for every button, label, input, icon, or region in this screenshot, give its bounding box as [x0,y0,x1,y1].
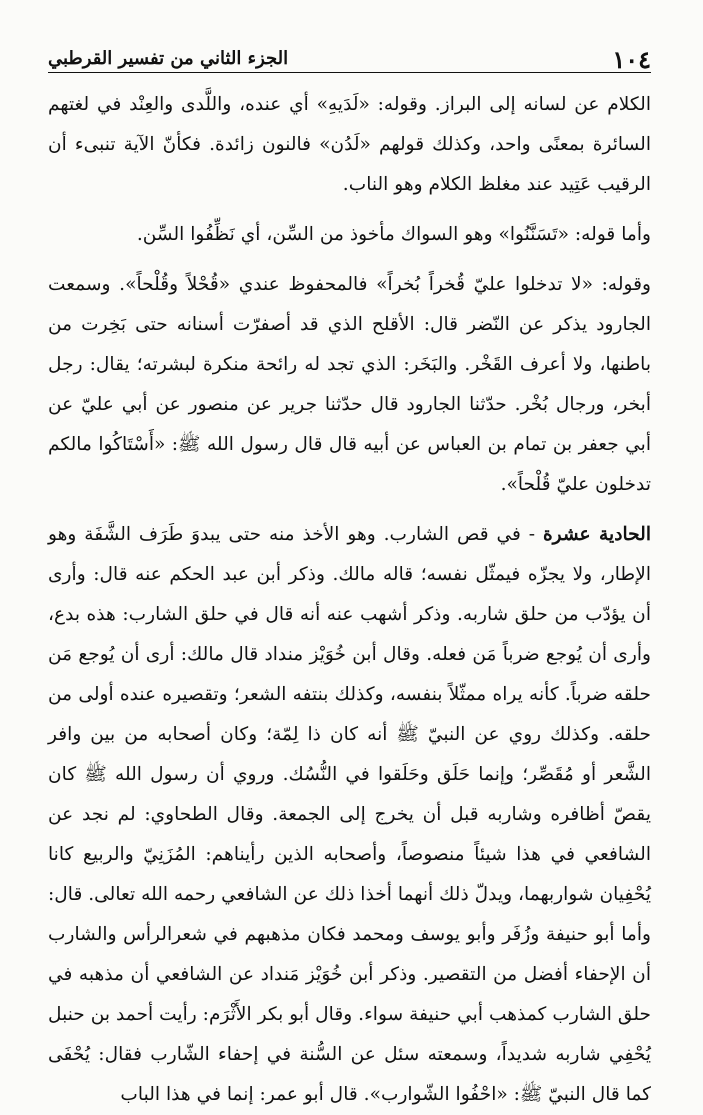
paragraph [48,215,651,255]
paragraph [48,515,651,1115]
running-title: الجزء الثاني من تفسير القرطبي [48,48,289,70]
paragraph-text: وأما قوله: «تَسَنَّنُوا» وهو السواك مأخوذ من السِّن، أي نَظِّفُوا السِّن. [136,224,651,245]
paragraph-text: الكلام عن لسانه إلى البراز. وقوله: «لَدَيهِ» أي عنده، واللَّدى والعِنْد في لغتهم السائرة بمعنًى واحد، وكذلك قولهم «لَدُن» فالنون زائدة. فكأنّ الآية تنبىء أن الرقيب عَتِيد عند مغلظ الكلام وهو الناب. [48,94,651,195]
page-header [48,38,651,73]
paragraph-text: وقوله: «لا تدخلوا عليّ قُخراً بُخراً» فالمحفوظ عندي «قُحْلاً وقُلْحاً». وسمعت الجارود يذكر عن النّضر قال: الأقلح الذي قد أصفرّت أسنانه حتى بَخِرت من باطنها، ولا أعرف القَخْر. والبَخَر: الذي تجد له رائحة منكرة لبشرته؛ يقال: رجل أبخر، ورجال بُخْر. حدّثنا الجارود قال حدّثنا جرير عن منصور عن أبي عليّ عن أبي جعفر بن تمام بن العباس عن أبيه قال قال رسول الله ﷺ: «أَسْتَاكُوا مالكم تدخلون عليّ قُلْحاً». [48,274,651,495]
paragraph [48,265,651,505]
paragraph-text: - في قص الشارب. وهو الأخذ منه حتى يبدوَ طَرَف الشَّفَة وهو الإطار، ولا يجزّه فيمثّل نفسه؛ قاله مالك. وذكر أبن عبد الحكم عنه قال: وأرى أن يؤدّب من حلق شاربه. وذكر أشهب عنه أنه قال في حلق الشارب: هذه بدع، وأرى أن يُوجع ضرباً مَن فعله. وقال أبن خُوَيْز منداد قال مالك: أرى أن يُوجع مَن حلقه ضرباً. كأنه يراه ممثّلاً بنفسه، وكذلك بنتفه الشعر؛ وتقصيره عنده أولى من حلقه. وكذلك روي عن النبيّ ﷺ أنه كان ذا لِمّة؛ وكان أصحابه من بين وافر الشَّعر أو مُقَصِّر؛ وإنما حَلَق وحَلَقوا في النُّسُك. وروي أن رسول الله ﷺ كان يقصّ أظافره وشاربه قبل أن يخرج إلى الجمعة. وقال الطحاوي: لم نجد عن الشافعي في هذا شيئاً منصوصاً، وأصحابه الذين رأيناهم: المُزَنِيّ والربيع كانا يُحْفِيان شواربهما، ويدلّ ذلك أنهما أخذا ذلك عن الشافعي رحمه الله تعالى. قال: وأما أبو حنيفة وزُفَر وأبو يوسف ومحمد فكان مذهبهم في شعرالرأس والشارب أن الإحفاء أفضل من التقصير. وذكر أبن خُوَيْز مَنداد عن الشافعي أن مذهبه في حلق الشارب كمذهب أبي حنيفة سواء. وقال أبو بكر الأَثْرَم: رأيت أحمد بن حنبل يُحْفِي شاربه شديداً، وسمعته سئل عن السُّنة في إحفاء الشّارب فقال: يُحْفَى كما قال النبيّ ﷺ: «احْفُوا الشّوارب». قال أبو عمر: إنما في هذا الباب [48,524,651,1105]
section-heading: الحادية عشرة [542,524,651,545]
page-number: ١٠٤ [612,45,651,74]
paragraph [48,85,651,205]
